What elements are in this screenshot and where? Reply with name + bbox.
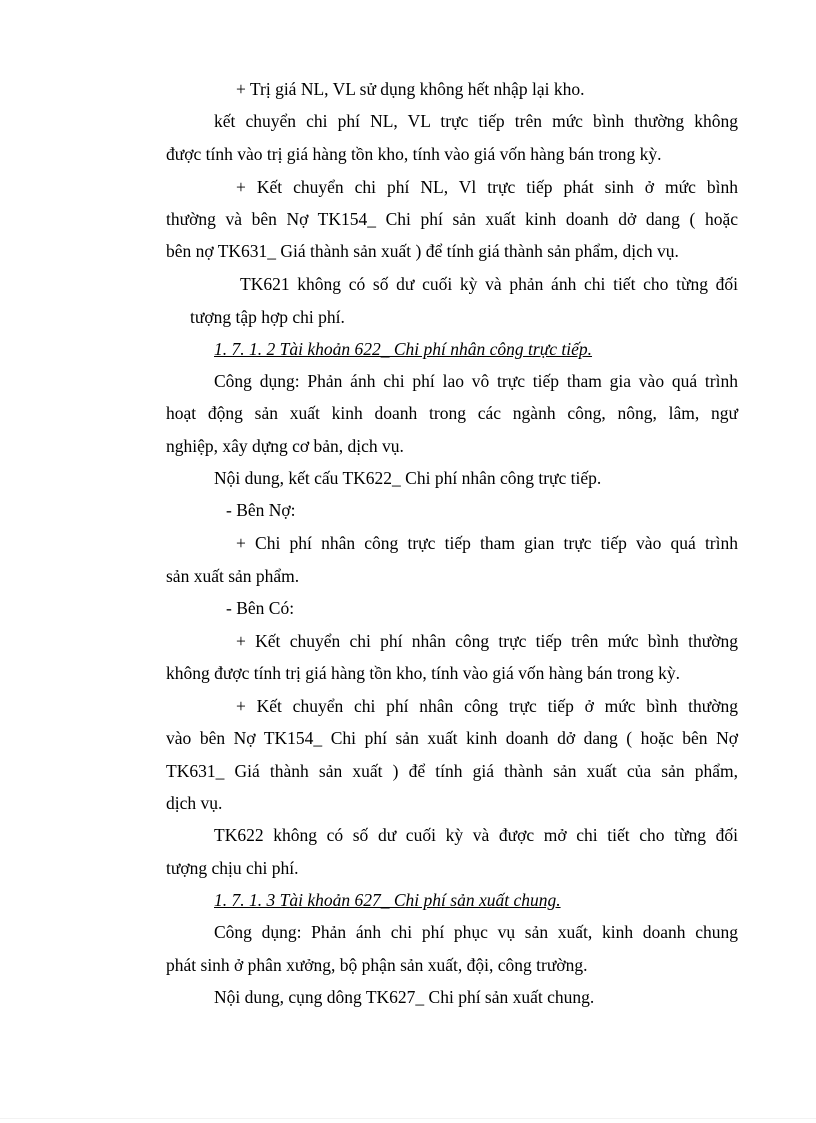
paragraph-line: TK621 không có số dư cuối kỳ và phản ánh chi tiết cho từng đối bbox=[240, 274, 738, 294]
paragraph-line: vào bên Nợ TK154_ Chi phí sản xuất kinh doanh dở dang ( hoặc bên Nợ bbox=[166, 728, 738, 748]
list-item: - Bên Có: bbox=[226, 598, 295, 618]
paragraph-line: Nội dung, kết cấu TK622_ Chi phí nhân công trực tiếp. bbox=[214, 468, 602, 488]
list-item: - Bên Nợ: bbox=[226, 500, 296, 520]
paragraph-line: bên nợ TK631_ Giá thành sản xuất ) để tính giá thành sản phẩm, dịch vụ. bbox=[166, 241, 679, 261]
paragraph-line: được tính vào trị giá hàng tồn kho, tính vào giá vốn hàng bán trong kỳ. bbox=[166, 144, 662, 164]
paragraph-line: + Kết chuyển chi phí nhân công trực tiếp ở mức bình thường bbox=[236, 696, 738, 716]
paragraph-line: + Kết chuyển chi phí NL, Vl trực tiếp phát sinh ở mức bình bbox=[236, 177, 738, 197]
paragraph-line: dịch vụ. bbox=[166, 793, 223, 813]
paragraph-line: + Kết chuyển chi phí nhân công trực tiếp trên mức bình thường bbox=[236, 631, 738, 651]
paragraph-line: Công dụng: Phản ánh chi phí lao vô trực tiếp tham gia vào quá trình bbox=[214, 371, 738, 391]
page-bottom-edge bbox=[0, 1118, 816, 1119]
paragraph-line: tượng chịu chi phí. bbox=[166, 858, 299, 878]
paragraph-line: Nội dung, cụng dông TK627_ Chi phí sản xuất chung. bbox=[214, 987, 595, 1007]
paragraph-line: phát sinh ở phân xưởng, bộ phận sản xuất, đội, công trường. bbox=[166, 955, 588, 975]
paragraph-line: không được tính trị giá hàng tồn kho, tính vào giá vốn hàng bán trong kỳ. bbox=[166, 663, 681, 683]
paragraph-line: thường và bên Nợ TK154_ Chi phí sản xuất kinh doanh dở dang ( hoặc bbox=[166, 209, 738, 229]
paragraph-line: sản xuất sản phẩm. bbox=[166, 566, 300, 586]
section-heading: 1. 7. 1. 3 Tài khoản 627_ Chi phí sản xuất chung. bbox=[214, 890, 561, 910]
section-heading: 1. 7. 1. 2 Tài khoản 622_ Chi phí nhân công trực tiếp. bbox=[214, 339, 593, 359]
paragraph-line: TK622 không có số dư cuối kỳ và được mở chi tiết cho từng đối bbox=[214, 825, 738, 845]
paragraph-line: + Trị giá NL, VL sử dụng không hết nhập lại kho. bbox=[236, 79, 585, 99]
paragraph-line: TK631_ Giá thành sản xuất ) để tính giá thành sản xuất của sản phẩm, bbox=[166, 761, 738, 781]
paragraph-line: tượng tập hợp chi phí. bbox=[190, 307, 345, 327]
paragraph-line: + Chi phí nhân công trực tiếp tham gian trực tiếp vào quá trình bbox=[236, 533, 738, 553]
paragraph-line: nghiệp, xây dựng cơ bản, dịch vụ. bbox=[166, 436, 404, 456]
paragraph-line: Công dụng: Phản ánh chi phí phục vụ sản xuất, kinh doanh chung bbox=[214, 922, 738, 942]
paragraph-line: kết chuyển chi phí NL, VL trực tiếp trên mức bình thường không bbox=[214, 111, 738, 131]
paragraph-line: hoạt động sản xuất kinh doanh trong các ngành công, nông, lâm, ngư bbox=[166, 403, 738, 423]
